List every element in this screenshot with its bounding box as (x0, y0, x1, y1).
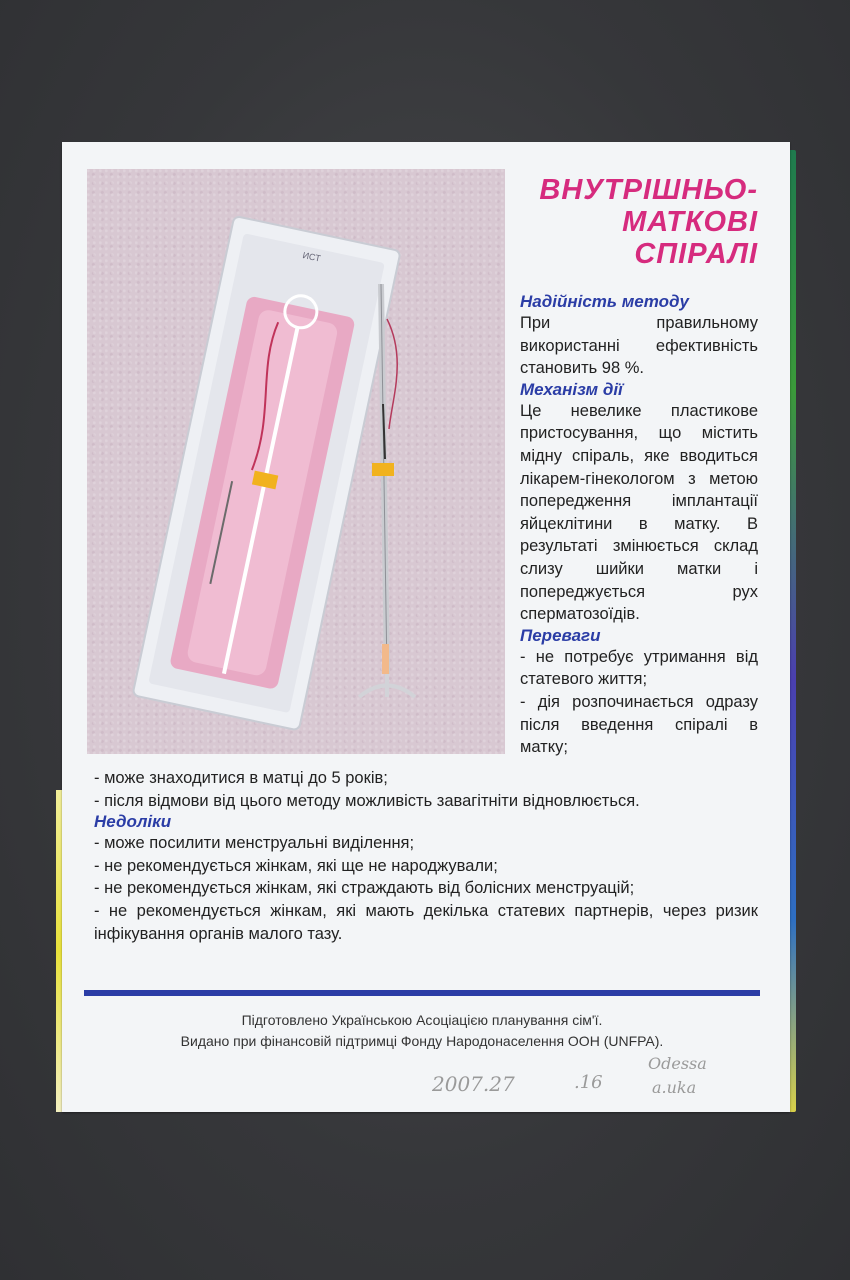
heading-line-3: СПІРАЛІ (634, 238, 758, 270)
disadvantage-item: - може посилити менструальні виділення; (94, 834, 415, 853)
mechanism-text: Це невелике пластикове пристосування, що містить мідну спіраль, яке вводиться лікарем-гінекологом з метою попередження імплантації яйцеклітини в матку. В результаті змінюється склад слизу шийки матки і попереджується рух сперматозоїдів. (520, 401, 758, 624)
disadvantages-title: Недоліки (94, 812, 172, 832)
disadvantage-item: - не рекомендується жінкам, які мають декілька статевих партнерів, через ризик інфікування органів малого тазу. (94, 901, 758, 943)
heading-line-2: МАТКОВІ (622, 206, 758, 238)
reliability-text: При правильному використанні ефективність становить 98 %. (520, 314, 758, 378)
reliability-title: Надійність методу (520, 292, 689, 311)
advantages-title: Переваги (520, 625, 601, 645)
mechanism-title: Механізм дії (520, 379, 623, 399)
footer-line-1: Підготовлено Українською Асоціацією планування сім'ї. (241, 1012, 603, 1028)
heading-line-1: ВНУТРІШНЬО- (539, 174, 758, 206)
handwritten-note-1: Odessa (648, 1054, 707, 1073)
svg-text:ИСТ: ИСТ (301, 250, 322, 264)
handwritten-note-2: a.uka (652, 1078, 697, 1097)
handwritten-number: .16 (574, 1072, 603, 1093)
advantage-item: - не потребує утримання від статевого життя; (520, 647, 758, 689)
iud-product-photo (87, 169, 505, 754)
advantage-item: - дія розпочинається одразу після введення спіралі в матку; (520, 692, 758, 757)
leaflet-heading (508, 174, 758, 270)
handwritten-date: 2007.27 (432, 1072, 515, 1096)
right-column (520, 292, 758, 759)
full-width-column (94, 767, 758, 945)
footer-line-2: Видано при фінансовій підтримці Фонду Народонаселення ООН (UNFPA). (180, 1033, 664, 1049)
leaflet-page (62, 142, 790, 1112)
disadvantage-item: - не рекомендується жінкам, які ще не народжували; (94, 856, 498, 875)
footer-divider (84, 990, 760, 996)
advantage-item: - може знаходитися в матці до 5 років; (94, 769, 388, 787)
disadvantage-item: - не рекомендується жінкам, які страждають від болісних менструацій; (94, 879, 635, 898)
advantage-item: - після відмови від цього методу можливість завагітніти відновлюється. (94, 791, 640, 810)
footer (84, 1010, 760, 1052)
iud-illustration (87, 169, 505, 754)
